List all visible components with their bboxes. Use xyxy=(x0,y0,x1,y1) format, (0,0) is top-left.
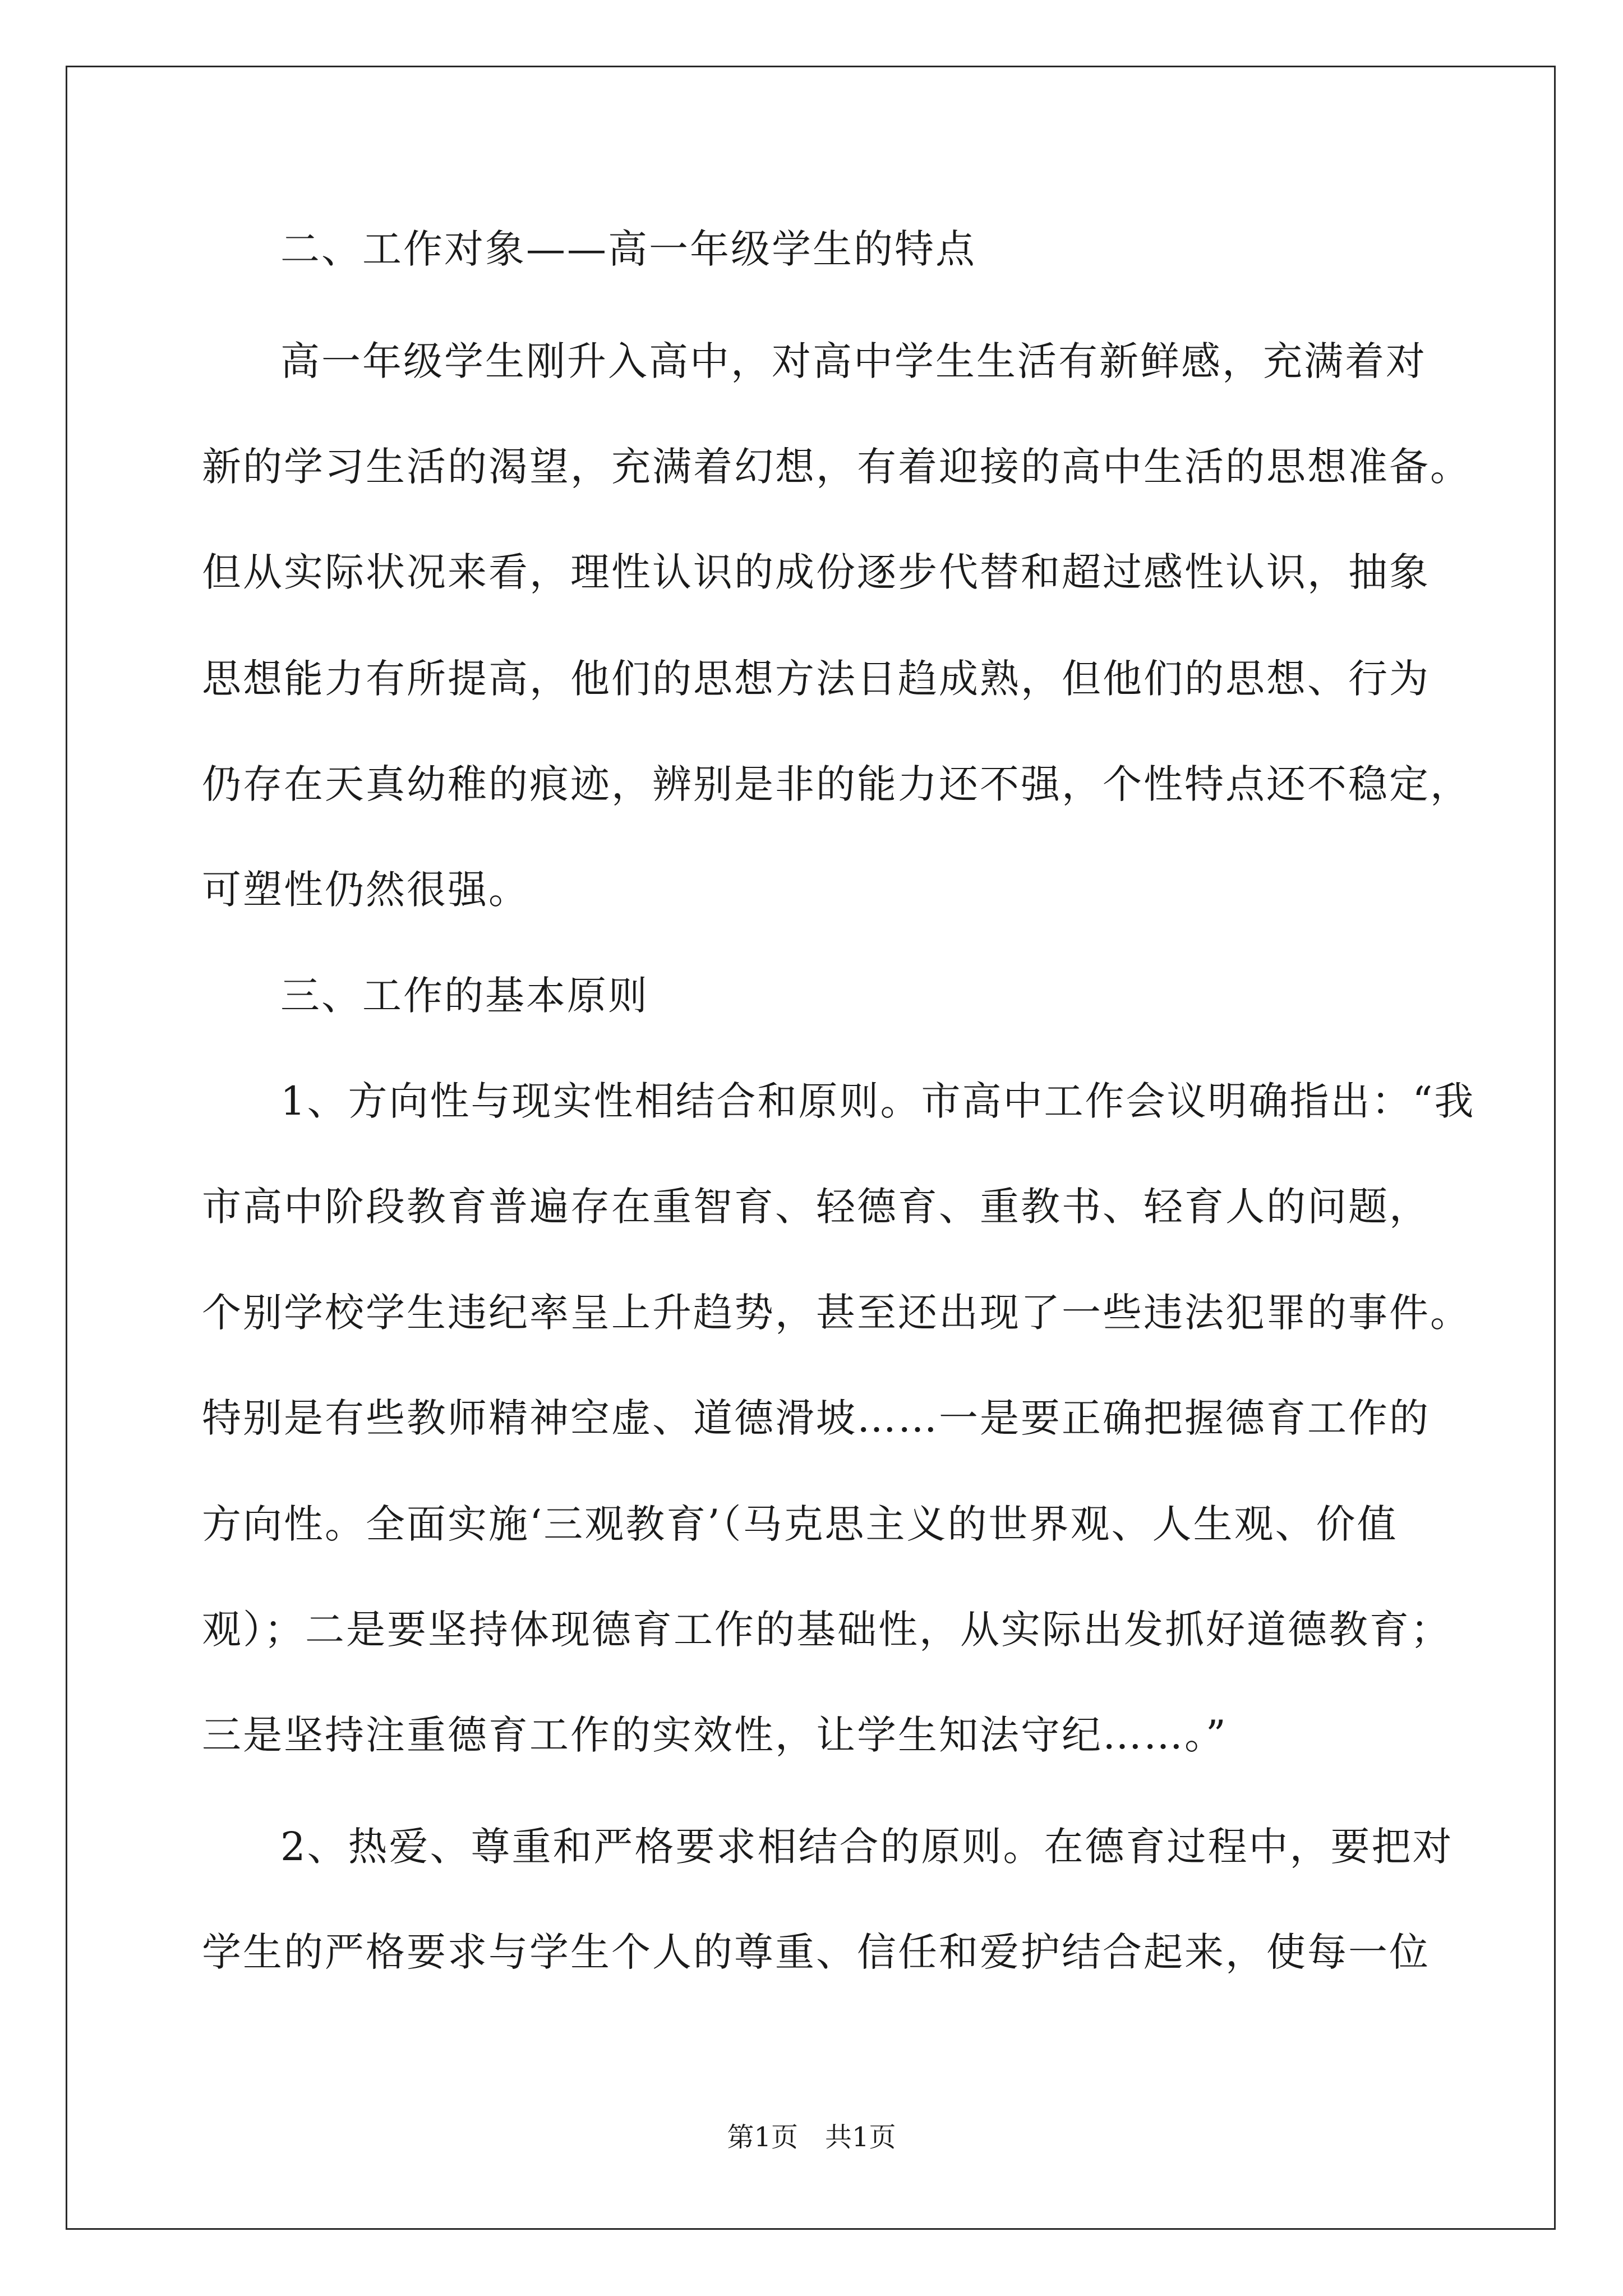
section-heading-3: 三、工作的基本原则 xyxy=(280,973,649,1019)
paragraph-line: 方向性。全面实施‘三观教育’（马克思主义的世界观、人生观、价值 xyxy=(202,1501,1398,1547)
paragraph-line: 特别是有些教师精神空虚、道德滑坡……一是要正确把握德育工作的 xyxy=(202,1395,1430,1441)
paragraph-line: 高一年级学生刚升入高中，对高中学生生活有新鲜感，充满着对 xyxy=(280,338,1427,384)
page-number: 第1页 xyxy=(727,2122,798,2153)
paragraph-line: 2、热爱、尊重和严格要求相结合的原则。在德育过程中，要把对 xyxy=(280,1824,1454,1870)
paragraph-line: 个别学校学生违纪率呈上升趋势，甚至还出现了一些违法犯罪的事件。 xyxy=(202,1290,1471,1336)
paragraph-line: 三是坚持注重德育工作的实效性，让学生知法守纪……。” xyxy=(202,1712,1228,1758)
paragraph-line: 思想能力有所提高，他们的思想方法日趋成熟，但他们的思想、行为 xyxy=(202,656,1430,702)
paragraph-line: 学生的严格要求与学生个人的尊重、信任和爱护结合起来，使每一位 xyxy=(202,1929,1430,1975)
paragraph-line: 仍存在天真幼稚的痕迹，辨别是非的能力还不强，个性特点还不稳定， xyxy=(202,761,1471,807)
paragraph-line: 可塑性仍然很强。 xyxy=(202,867,529,913)
page-total: 共1页 xyxy=(825,2122,896,2153)
paragraph-line: 但从实际状况来看，理性认识的成份逐步代替和超过感性认识，抽象 xyxy=(202,549,1430,595)
paragraph-line: 1、方向性与现实性相结合和原则。市高中工作会议明确指出：“我 xyxy=(280,1078,1476,1124)
paragraph-line: 新的学习生活的渴望，充满着幻想，有着迎接的高中生活的思想准备。 xyxy=(202,444,1471,490)
paragraph-line: 观）；二是要坚持体现德育工作的基础性，从实际出发抓好道德教育； xyxy=(202,1607,1451,1653)
page-border xyxy=(66,66,1556,2230)
page-footer xyxy=(0,2120,1623,2154)
paragraph-line: 市高中阶段教育普遍存在重智育、轻德育、重教书、轻育人的问题， xyxy=(202,1184,1430,1230)
section-heading-2: 二、工作对象——高一年级学生的特点 xyxy=(280,226,976,272)
